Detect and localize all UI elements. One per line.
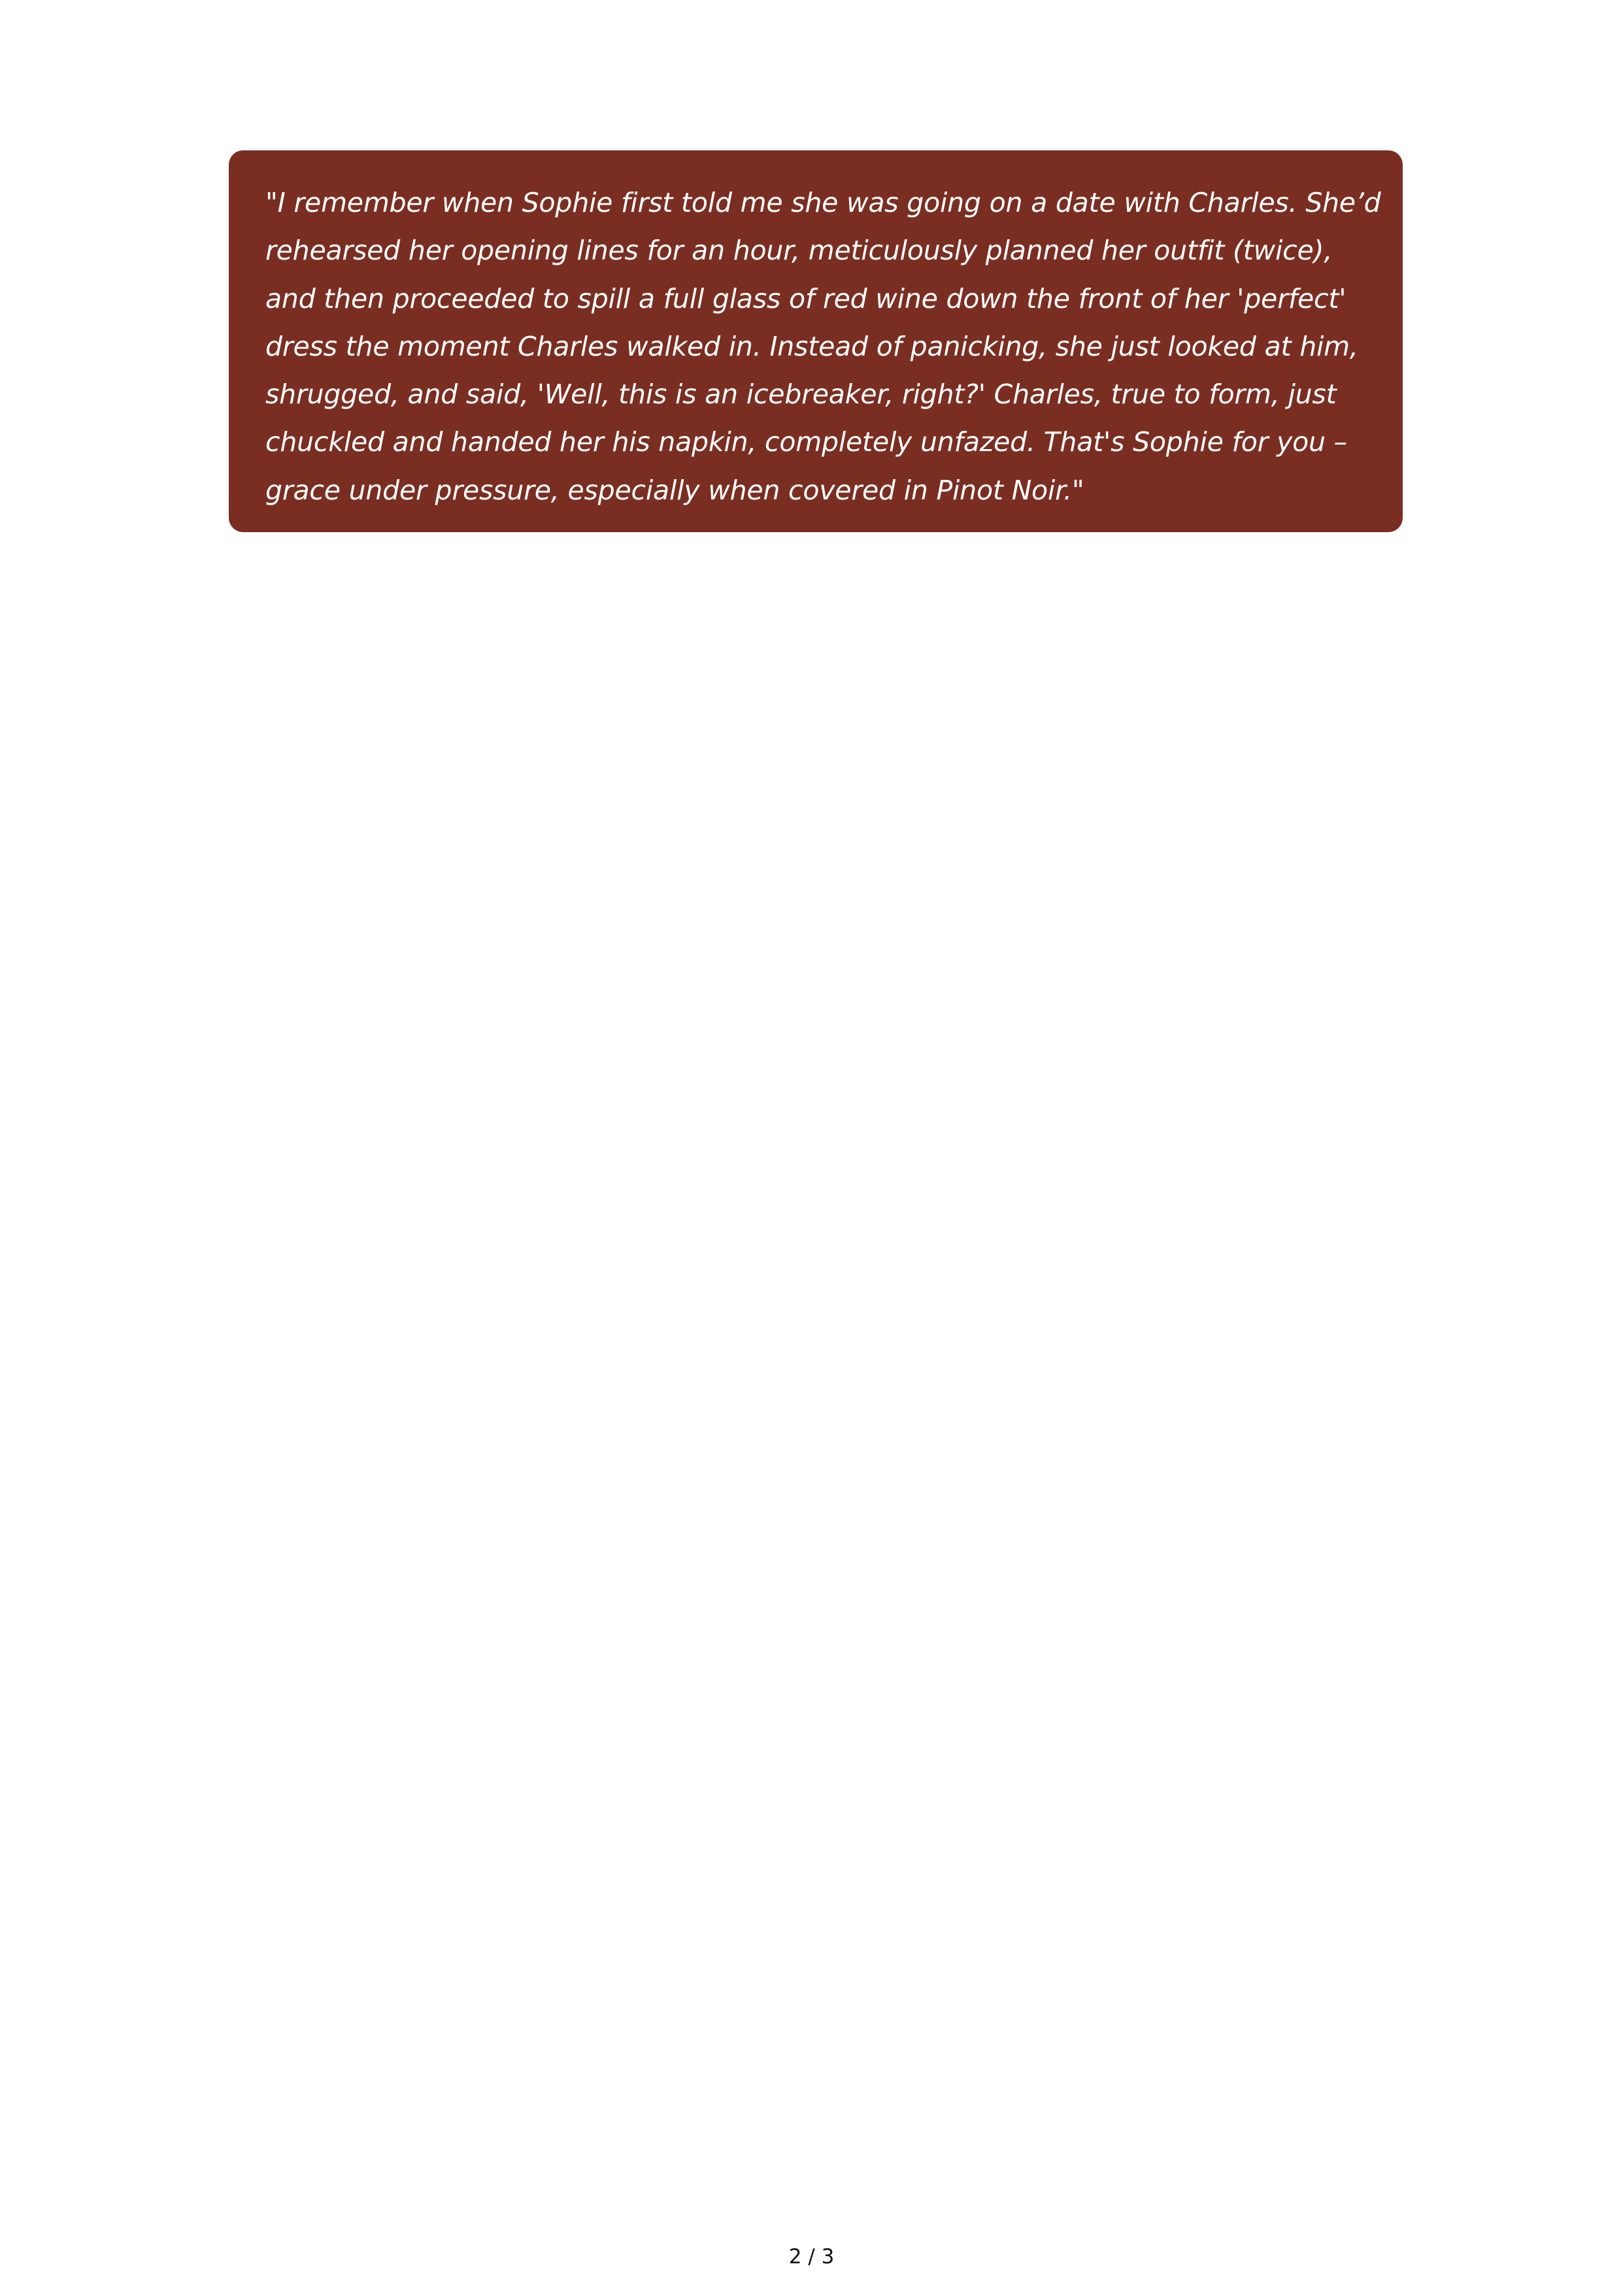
quote-line: "I remember when Sophie first told me she was going on a date with Charles. She’d — [265, 187, 1381, 218]
quote-line: shrugged, and said, 'Well, this is an icebreaker, right?' Charles, true to form, just — [265, 379, 1337, 411]
page-number: 2 / 3 — [788, 2245, 835, 2269]
quote-line: dress the moment Charles walked in. Instead of panicking, she just looked at him, — [265, 330, 1358, 362]
quote-line: grace under pressure, especially when covered in Pinot Noir." — [265, 474, 1084, 506]
quote-line: chuckled and handed her his napkin, completely unfazed. That's Sophie for you – — [265, 426, 1347, 458]
quote-line: and then proceeded to spill a full glass of red wine down the front of her 'perfect' — [265, 282, 1347, 314]
quote-line: rehearsed her opening lines for an hour, meticulously planned her outfit (twice), — [265, 235, 1333, 267]
quote-block — [229, 150, 1403, 532]
